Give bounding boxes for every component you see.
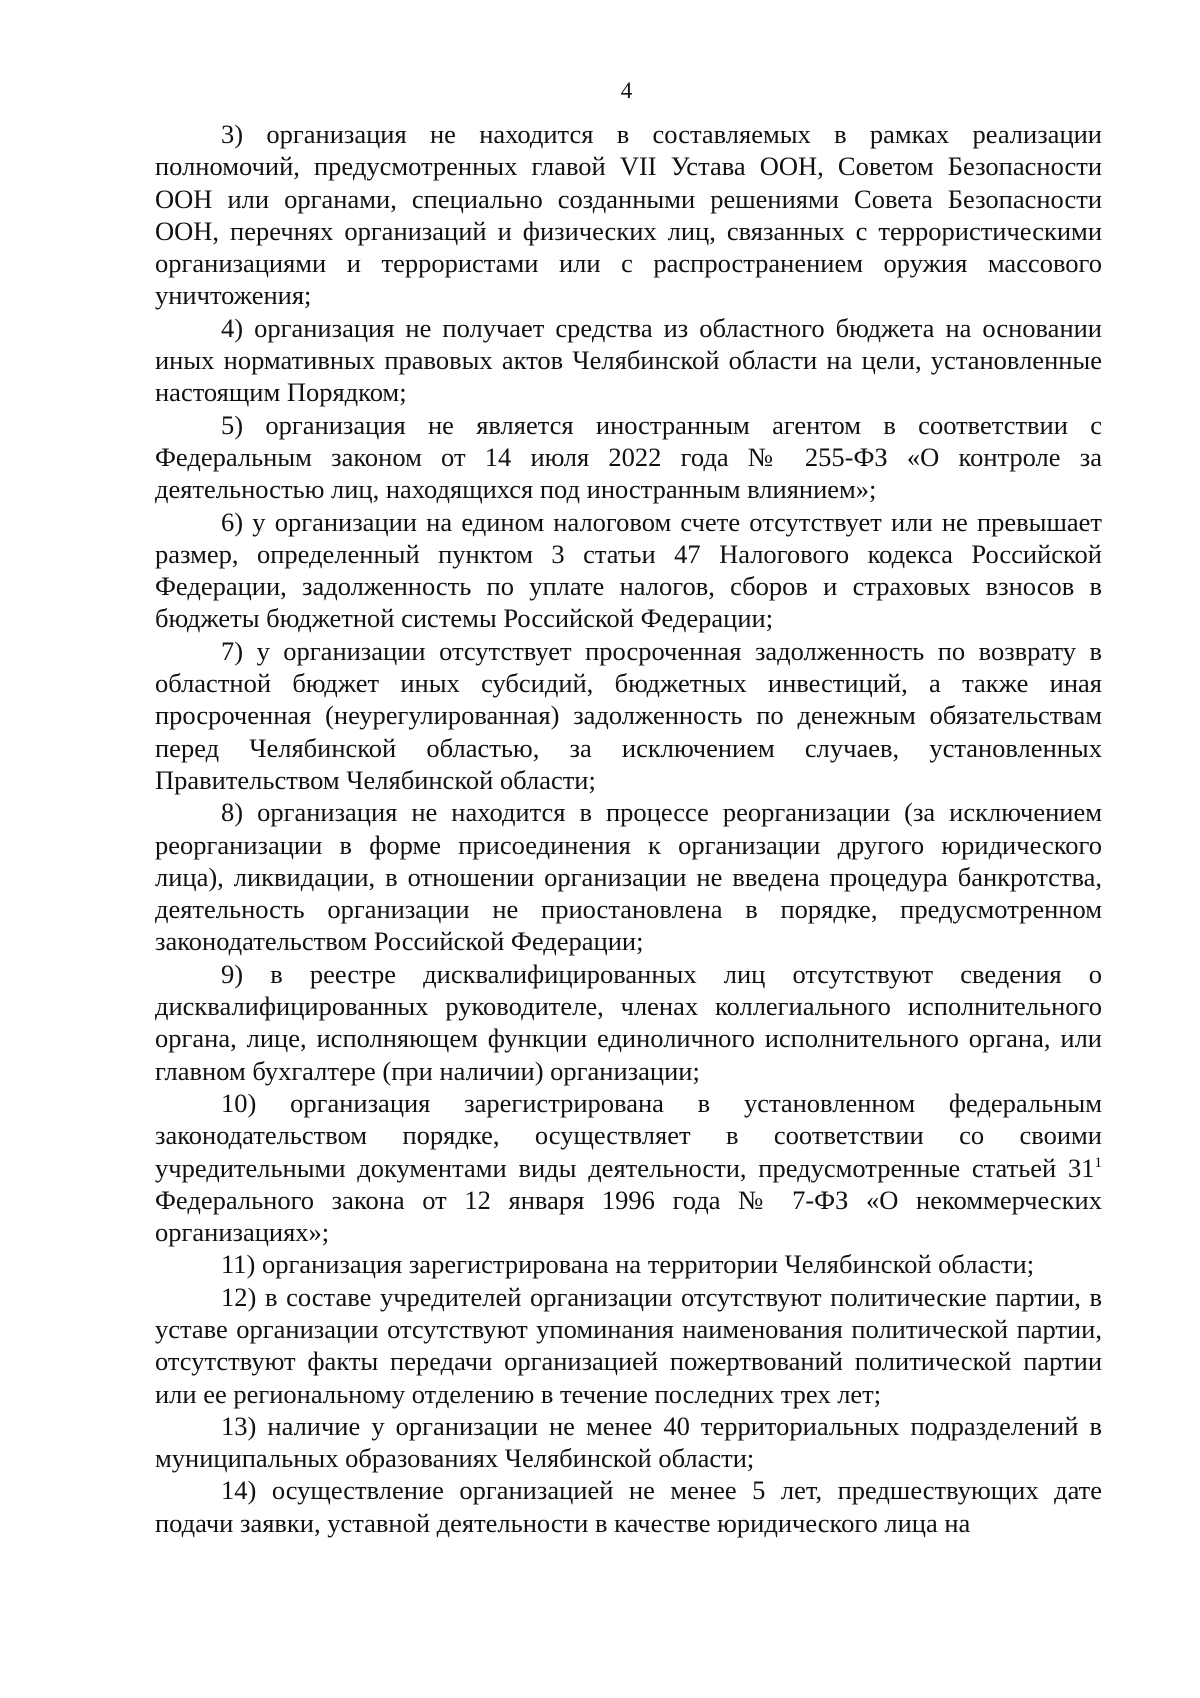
list-item-11: 11) организация зарегистрирована на территории Челябинской области; [221, 1249, 1035, 1280]
page-number: 4 [620, 78, 633, 103]
list-item-3: 3) организация не находится в составляемых в рамках реализации полномочий, предусмотренных главой VII Устава ООН, Советом Безопасности ООН или органами, специально созданными решениями Совета Безопасности ООН, перечнях организаций и физических лиц, связанных с террористическими организациями и террористами или с распространением оружия массового уничтожения; [155, 119, 1102, 311]
document-body [155, 118, 1102, 1539]
list-item-6: 6) у организации на едином налоговом счете отсутствует или не превышает размер, определенный пунктом 3 статьи 47 Налогового кодекса Российской Федерации, задолженность по уплате налогов, сборов и страховых взносов в бюджеты бюджетной системы Российской Федерации; [155, 506, 1102, 634]
list-item-8: 8) организация не находится в процессе реорганизации (за исключением реорганизации в форме присоединения к организации другого юридического лица), ликвидации, в отношении организации не введена процедура банкротства, деятельность организации не приостановлена в порядке, предусмотренном законодательством Российской Федерации; [155, 797, 1102, 957]
list-item-5: 5) организация не является иностранным агентом в соответствии с Федеральным законом от 14 июля 2022 года № 255-ФЗ «О контроле за деятельностью лиц, находящихся под иностранным влиянием»; [155, 409, 1102, 505]
list-item-10 [155, 1087, 1102, 1248]
list-item-10-text: 10) организация зарегистрирована в установленном федеральным законодательством порядке, осуществляет в соответствии со своими учредительными документами виды деятельности, предусмотренные статьей 31 [155, 1087, 1102, 1183]
list-item-7: 7) у организации отсутствует просроченная задолженность по возврату в областной бюджет иных субсидий, бюджетных инвестиций, а также иная просроченная (неурегулированная) задолженность по денежным обязательствам перед Челябинской областью, за исключением случаев, установленных Правительством Челябинской области; [155, 635, 1102, 795]
article-superscript: 1 [1094, 1154, 1102, 1171]
list-item-10-text-continued: Федерального закона от 12 января 1996 года № 7-ФЗ «О некоммерческих организациях»; [155, 1184, 1102, 1248]
list-item-14: 14) осуществление организацией не менее 5 лет, предшествующих дате подачи заявки, уставной деятельности в качестве юридического лица на [155, 1475, 1102, 1538]
list-item-12: 12) в составе учредителей организации отсутствуют политические партии, в уставе организации отсутствуют упоминания наименования политической партии, отсутствуют факты передачи организацией пожертвований политической партии или ее региональному отделению в течение последних трех лет; [155, 1281, 1102, 1409]
list-item-13: 13) наличие у организации не менее 40 территориальных подразделений в муниципальных образованиях Челябинской области; [155, 1410, 1102, 1474]
list-item-4: 4) организация не получает средства из областного бюджета на основании иных нормативных правовых актов Челябинской области на цели, установленные настоящим Порядком; [155, 312, 1102, 408]
list-item-9: 9) в реестре дисквалифицированных лиц отсутствуют сведения о дисквалифицированных руководителе, членах коллегиального исполнительного органа, лице, исполняющем функции единоличного исполнительного органа, или главном бухгалтере (при наличии) организации; [155, 958, 1102, 1086]
